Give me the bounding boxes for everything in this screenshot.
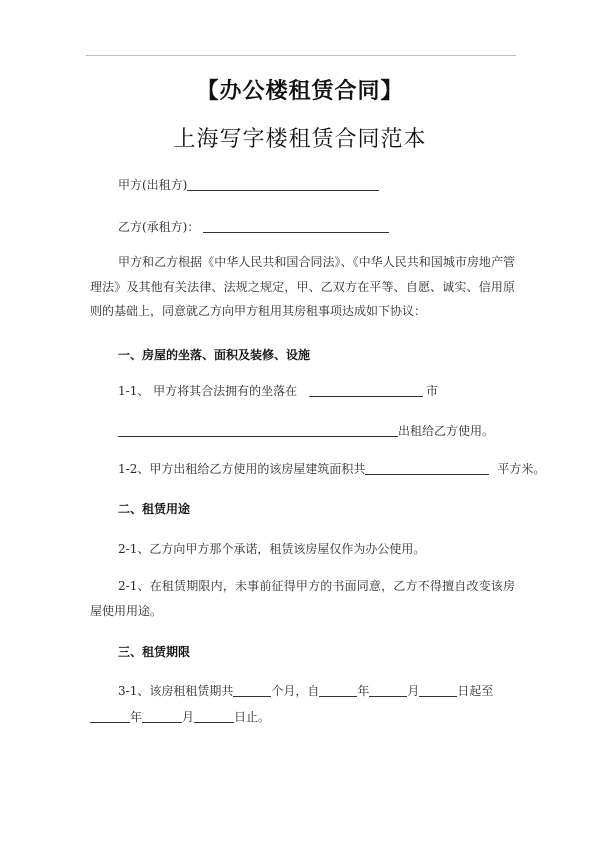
clause-3-1-day-end: 日止。	[234, 710, 271, 724]
clause-3-1-line2	[90, 708, 270, 725]
section-2-heading: 二、租赁用途	[118, 502, 191, 516]
document-title: 【办公楼租赁合同】	[196, 78, 404, 104]
section-3-heading: 三、租赁期限	[118, 645, 191, 659]
top-divider	[86, 55, 516, 56]
party-a-blank[interactable]	[187, 178, 379, 191]
end-day-blank[interactable]	[194, 710, 234, 723]
clause-2-2: 2-1、在租赁期限内，未事前征得甲方的书面同意，乙方不得擅自改变该房屋使用用途。	[90, 579, 515, 618]
start-day-blank[interactable]	[419, 684, 457, 697]
location-city-blank[interactable]	[309, 384, 423, 397]
section-1-heading: 一、房屋的坐落、面积及装修、设施	[118, 348, 311, 362]
party-b-line	[118, 218, 389, 235]
clause-1-2-suffix: 平方米。	[497, 462, 546, 476]
start-month-blank[interactable]	[369, 684, 407, 697]
clause-1-1-prefix: 1-1、 甲方将其合法拥有的坐落在	[118, 384, 298, 398]
end-year-blank[interactable]	[90, 710, 130, 723]
party-b-blank[interactable]	[203, 220, 389, 233]
document-subtitle: 上海写字楼租赁合同范本	[173, 127, 427, 152]
clause-3-1-prefix: 3-1、该房租租赁期共	[118, 684, 234, 698]
clause-1-2-prefix: 1-2、甲方出租给乙方使用的该房屋建筑面积共	[118, 462, 366, 476]
preamble-paragraph: 甲方和乙方根据《中华人民共和国合同法》、《中华人民共和国城市房地产管理法》及其他有关法律、法规之规定，甲、乙双方在平等、自愿、诚实、信用原则的基础上，同意就乙方向甲方租用其房租事项达成如下协议：	[90, 255, 515, 318]
clause-3-1-year2: 年	[130, 710, 143, 724]
start-year-blank[interactable]	[319, 684, 357, 697]
clause-3-1-day-start: 日起至	[457, 684, 494, 698]
party-a-label: 甲方(出租方)	[118, 178, 188, 192]
clause-1-1-line1	[118, 382, 438, 399]
lease-months-blank[interactable]	[233, 684, 271, 697]
clause-3-1-month: 月	[407, 684, 420, 698]
party-b-label: 乙方(承租方)：	[118, 220, 200, 234]
clause-3-1-month2: 月	[182, 710, 195, 724]
clause-1-1-suffix: 出租给乙方使用。	[398, 424, 495, 438]
clause-3-1-year: 年	[357, 684, 370, 698]
end-month-blank[interactable]	[142, 710, 182, 723]
clause-3-1-months: 个月，自	[271, 684, 320, 698]
clause-2-1: 2-1、乙方向甲方那个承诺，租赁该房屋仅作为办公使用。	[118, 542, 426, 556]
location-address-blank[interactable]	[118, 424, 398, 437]
party-a-line	[118, 176, 379, 193]
clause-1-1-city: 市	[426, 384, 439, 398]
clause-1-1-line2	[118, 422, 494, 439]
area-blank[interactable]	[365, 462, 489, 475]
clause-3-1-line1	[118, 682, 493, 699]
clause-1-2-line	[118, 460, 545, 477]
